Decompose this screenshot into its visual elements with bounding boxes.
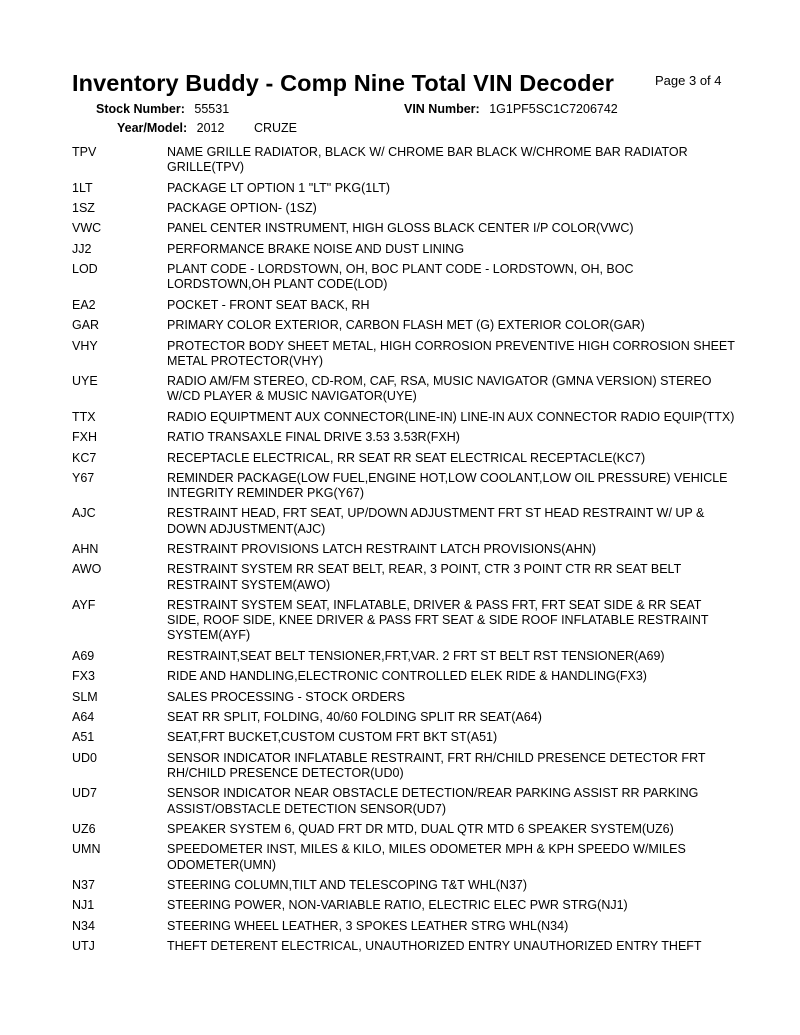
option-code: FX3 [72,669,95,684]
list-item [72,842,742,872]
option-code: A64 [72,710,95,725]
list-item [72,506,742,536]
list-item [72,298,742,313]
list-item [72,562,742,592]
list-item [72,730,742,745]
option-code: EA2 [72,297,96,312]
option-description: PERFORMANCE BRAKE NOISE AND DUST LINING [167,241,465,256]
list-item [72,822,742,837]
option-code: VHY [72,338,98,353]
option-description: RECEPTACLE ELECTRICAL, RR SEAT RR SEAT ELECTRICAL RECEPTACLE(KC7) [167,450,646,465]
option-description: SENSOR INDICATOR NEAR OBSTACLE DETECTION/REAR PARKING ASSIST RR PARKING ASSIST/OBSTACLE DETECTION SENSOR(UD7) [167,786,699,816]
option-code: AJC [72,506,96,521]
option-code-list [72,145,742,960]
option-description: PACKAGE LT OPTION 1 "LT" PKG(1LT) [167,180,391,195]
option-description: PACKAGE OPTION- (1SZ) [167,200,317,215]
option-description: PANEL CENTER INSTRUMENT, HIGH GLOSS BLACK CENTER I/P COLOR(VWC) [167,221,634,236]
list-item [72,690,742,705]
list-item [72,201,742,216]
option-code: Y67 [72,470,95,485]
option-description: RESTRAINT PROVISIONS LATCH RESTRAINT LATCH PROVISIONS(AHN) [167,542,596,557]
option-description: THEFT DETERENT ELECTRICAL, UNAUTHORIZED ENTRY UNAUTHORIZED ENTRY THEFT [167,939,702,954]
list-item [72,471,742,501]
list-item [72,669,742,684]
option-code: UD0 [72,750,98,765]
option-description: SALES PROCESSING - STOCK ORDERS [167,689,406,704]
vin-number-label: VIN Number: [404,102,480,116]
year-model-label: Year/Model: [117,121,188,135]
list-item [72,542,742,557]
option-description: RATIO TRANSAXLE FINAL DRIVE 3.53 3.53R(FXH) [167,430,460,445]
list-item [72,430,742,445]
option-description: REMINDER PACKAGE(LOW FUEL,ENGINE HOT,LOW COOLANT,LOW OIL PRESSURE) VEHICLE INTEGRITY REMINDER PKG(Y67) [167,470,728,501]
option-description: RESTRAINT SYSTEM SEAT, INFLATABLE, DRIVER & PASS FRT, FRT SEAT SIDE & RR SEAT SIDE, ROOF SIDE, KNEE DRIVER & PASS FRT SEAT & SIDE ROOF INFLATABLE RESTRAINT SYSTEM(AYF) [167,598,709,643]
option-code: 1SZ [72,200,95,215]
year-model-field [117,121,297,135]
list-item [72,339,742,369]
option-description: SPEAKER SYSTEM 6, QUAD FRT DR MTD, DUAL QTR MTD 6 SPEAKER SYSTEM(UZ6) [167,822,674,836]
option-description: PROTECTOR BODY SHEET METAL, HIGH CORROSION PREVENTIVE HIGH CORROSION SHEET METAL PROTECTOR(VHY) [167,338,735,368]
option-code: KC7 [72,450,97,465]
option-description: RESTRAINT SYSTEM RR SEAT BELT, REAR, 3 POINT, CTR 3 POINT CTR RR SEAT BELT RESTRAINT SYSTEM(AWO) [167,562,681,592]
option-code: A51 [72,730,95,745]
option-description: RESTRAINT HEAD, FRT SEAT, UP/DOWN ADJUSTMENT FRT ST HEAD RESTRAINT W/ UP & DOWN ADJUSTMENT(AJC) [167,506,705,536]
list-item [72,181,742,196]
option-description: POCKET - FRONT SEAT BACK, RH [167,297,370,312]
list-item [72,598,742,644]
list-item [72,221,742,236]
page-number: Page 3 of 4 [655,73,722,88]
year-value: 2012 [196,121,225,135]
stock-number-label: Stock Number: [96,102,185,116]
model-value: CRUZE [253,121,298,135]
option-code: AYF [72,598,96,613]
list-item [72,262,742,292]
list-item [72,751,742,781]
option-description: SENSOR INDICATOR INFLATABLE RESTRAINT, FRT RH/CHILD PRESENCE DETECTOR FRT RH/CHILD PRESENCE DETECTOR(UD0) [167,750,706,781]
option-code: UTJ [72,939,95,954]
option-code: LOD [72,262,98,277]
list-item [72,410,742,425]
option-code: GAR [72,318,100,333]
option-code: A69 [72,648,95,663]
option-description: STEERING WHEEL LEATHER, 3 SPOKES LEATHER STRG WHL(N34) [167,918,569,933]
vin-number-field [404,102,618,116]
list-item [72,786,742,816]
option-code: UMN [72,842,101,857]
list-item [72,919,742,934]
stock-number-field [96,102,229,116]
option-code: FXH [72,430,97,445]
list-item [72,710,742,725]
vin-number-value: 1G1PF5SC1C7206742 [489,102,618,116]
page-title: Inventory Buddy - Comp Nine Total VIN Decoder [72,70,615,96]
option-code: UD7 [72,786,98,801]
option-code: TTX [72,409,96,424]
stock-number-value: 55531 [194,102,230,116]
option-code: SLM [72,689,98,704]
option-description: NAME GRILLE RADIATOR, BLACK W/ CHROME BAR BLACK W/CHROME BAR RADIATOR GRILLE(TPV) [167,145,688,175]
option-description: RIDE AND HANDLING,ELECTRONIC CONTROLLED ELEK RIDE & HANDLING(FX3) [167,669,647,684]
list-item [72,878,742,893]
list-item [72,939,742,954]
option-code: JJ2 [72,241,92,256]
option-code: UYE [72,374,98,389]
option-description: STEERING COLUMN,TILT AND TELESCOPING T&T WHL(N37) [167,877,528,892]
option-description: RESTRAINT,SEAT BELT TENSIONER,FRT,VAR. 2 FRT ST BELT RST TENSIONER(A69) [167,648,665,663]
option-description: PRIMARY COLOR EXTERIOR, CARBON FLASH MET (G) EXTERIOR COLOR(GAR) [167,318,645,333]
option-description: SPEEDOMETER INST, MILES & KILO, MILES ODOMETER MPH & KPH SPEEDO W/MILES ODOMETER(UMN) [167,842,686,872]
option-description: RADIO EQUIPTMENT AUX CONNECTOR(LINE-IN) LINE-IN AUX CONNECTOR RADIO EQUIP(TTX) [167,409,735,424]
list-item [72,374,742,404]
list-item [72,145,742,175]
list-item [72,451,742,466]
option-code: AWO [72,562,102,577]
option-code: 1LT [72,180,93,195]
list-item [72,242,742,257]
option-description: SEAT RR SPLIT, FOLDING, 40/60 FOLDING SPLIT RR SEAT(A64) [167,710,542,725]
option-description: SEAT,FRT BUCKET,CUSTOM CUSTOM FRT BKT ST(A51) [167,730,498,745]
list-item [72,318,742,333]
option-code: N37 [72,877,95,892]
option-description: PLANT CODE - LORDSTOWN, OH, BOC PLANT CODE - LORDSTOWN, OH, BOC LORDSTOWN,OH PLANT CODE(LOD) [167,262,634,292]
option-code: UZ6 [72,822,96,836]
option-code: VWC [72,221,102,236]
option-code: NJ1 [72,898,95,913]
option-code: N34 [72,918,95,933]
list-item [72,898,742,913]
option-description: RADIO AM/FM STEREO, CD-ROM, CAF, RSA, MUSIC NAVIGATOR (GMNA VERSION) STEREO W/CD PLAYER & MUSIC NAVIGATOR(UYE) [167,374,712,404]
list-item [72,649,742,664]
option-code: TPV [72,145,97,159]
option-code: AHN [72,542,99,557]
option-description: STEERING POWER, NON-VARIABLE RATIO, ELECTRIC ELEC PWR STRG(NJ1) [167,898,628,913]
